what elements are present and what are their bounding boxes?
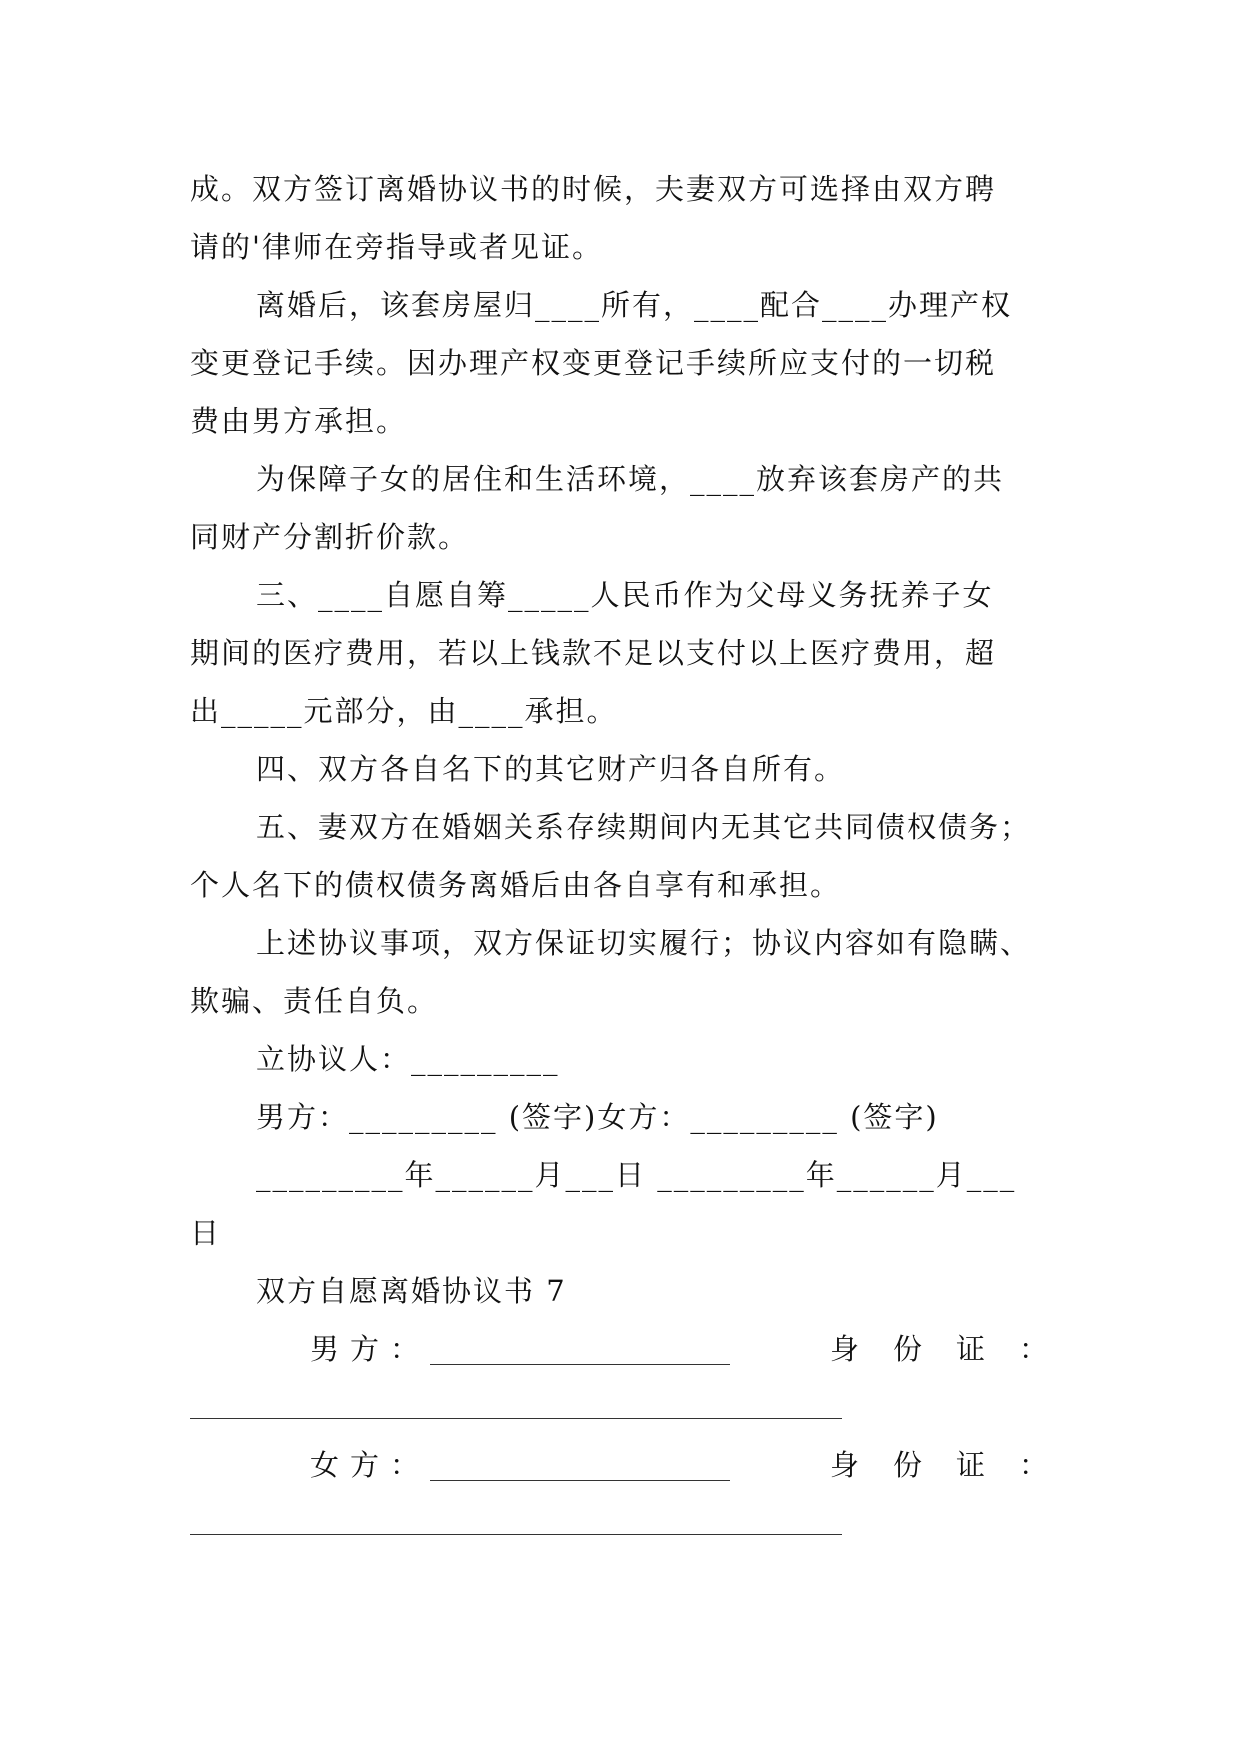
- label-char: ：: [390, 1332, 422, 1366]
- text-line: 成。双方签订离婚协议书的时候，夫妻双方可选择由双方聘: [190, 172, 997, 206]
- text-line: 男方：_________ (签字)女方：_________ (签字): [256, 1100, 939, 1134]
- party-label: [310, 1436, 730, 1494]
- label-char: 方: [350, 1448, 382, 1482]
- label-char: 身: [830, 1448, 862, 1482]
- label-char: 男: [310, 1332, 342, 1366]
- text-line: 欺骗、责任自负。: [190, 984, 439, 1018]
- text-line: 请的'律师在旁指导或者见证。: [190, 230, 603, 264]
- label-char: 证: [955, 1332, 987, 1366]
- label-char: ：: [390, 1448, 422, 1482]
- agreement-text: [190, 160, 1050, 1320]
- name-blank: [430, 1334, 730, 1365]
- text-line: 个人名下的债权债务离婚后由各自享有和承担。: [190, 868, 842, 902]
- underline-rule: [190, 1418, 842, 1419]
- underline-rule: [190, 1534, 842, 1535]
- label-char: 身: [830, 1332, 862, 1366]
- text-line: 为保障子女的居住和生活环境，____放弃该套房产的共: [256, 462, 1005, 496]
- id-card-label: [830, 1320, 1050, 1378]
- text-line: 出_____元部分，由____承担。: [190, 694, 618, 728]
- text-line: 同财产分割折价款。: [190, 520, 470, 554]
- text-line: 上述协议事项，双方保证切实履行；协议内容如有隐瞒、: [256, 926, 1032, 960]
- text-line: 日: [190, 1216, 222, 1250]
- id-number-blank: [190, 1378, 1050, 1436]
- label-char: ：: [1018, 1448, 1050, 1482]
- text-line: 变更登记手续。因办理产权变更登记手续所应支付的一切税: [190, 346, 997, 380]
- label-char: 方: [350, 1332, 382, 1366]
- text-line: 五、妻双方在婚姻关系存续期间内无其它共同债权债务；: [256, 810, 1032, 844]
- label-char: ：: [1018, 1332, 1050, 1366]
- label-char: 女: [310, 1448, 342, 1482]
- name-blank: [430, 1450, 730, 1481]
- text-line: 四、双方各自名下的其它财产归各自所有。: [256, 752, 846, 786]
- id-card-label: [830, 1436, 1050, 1494]
- id-number-blank: [190, 1494, 1050, 1552]
- signature-row: [190, 1320, 1050, 1378]
- text-line: 双方自愿离婚协议书 7: [256, 1274, 567, 1308]
- signature-row: [190, 1436, 1050, 1494]
- document-body: [190, 160, 1050, 1552]
- text-line: 费由男方承担。: [190, 404, 408, 438]
- text-line: 三、____自愿自筹_____人民币作为父母义务抚养子女: [256, 578, 994, 612]
- label-char: 份: [892, 1448, 924, 1482]
- label-char: 证: [955, 1448, 987, 1482]
- signature-block: [190, 1320, 1050, 1552]
- label-char: 份: [892, 1332, 924, 1366]
- text-line: 离婚后，该套房屋归____所有，____配合____办理产权: [256, 288, 1013, 322]
- text-line: 期间的医疗费用，若以上钱款不足以支付以上医疗费用，超: [190, 636, 997, 670]
- party-label: [310, 1320, 730, 1378]
- text-line: 立协议人：_________: [256, 1042, 560, 1076]
- text-line: _________年______月___日 _________年______月___: [256, 1158, 1017, 1192]
